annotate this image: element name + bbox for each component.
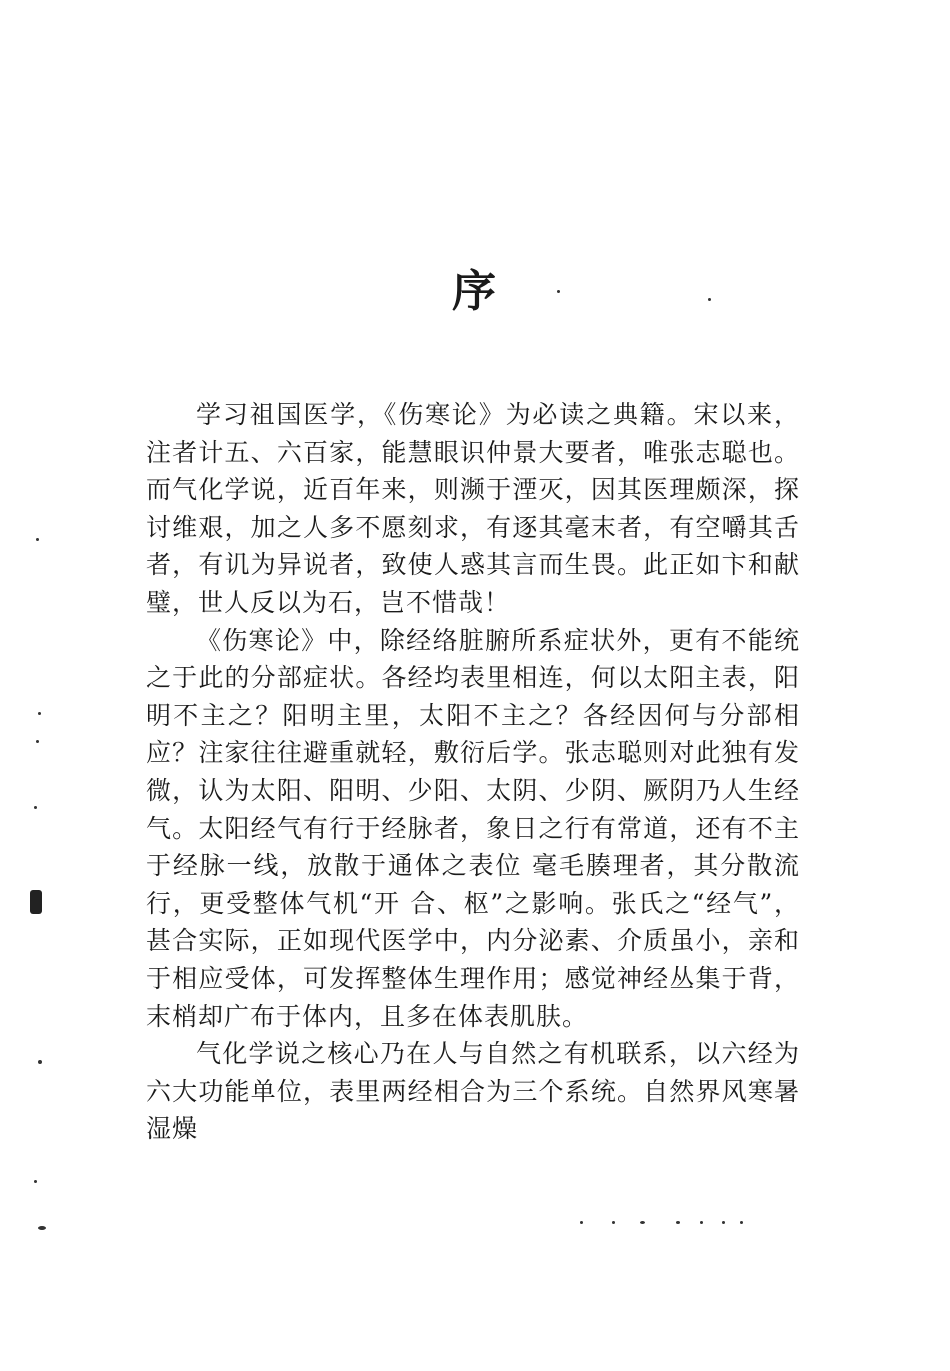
scan-speck: [700, 1221, 703, 1224]
scan-speck: [34, 1180, 37, 1183]
page-title: 序: [452, 266, 498, 317]
scan-speck: [38, 1226, 46, 1230]
paragraph-3: 气化学说之核心乃在人与自然之有机联系，以六经为六大功能单位，表里两经相合为三个系统。自然界风寒暑湿燥: [146, 1039, 800, 1144]
scan-speck: [580, 1221, 583, 1224]
scan-speck: [36, 740, 39, 743]
paragraph-1: 学习祖国医学，《伤寒论》为必读之典籍。宋以来，注者计五、六百家，能慧眼识仲景大要者，唯张志聪也。而气化学说，近百年来，则濒于湮灭，因其医理颇深，探讨维艰，加之人多不愿刻求，有逐其毫末者，有空嚼其舌者，有讥为异说者，致使人惑其言而生畏。此正如卞和献璧，世人反以为石，岂不惜哉！: [146, 400, 800, 617]
scan-speck: [640, 1221, 645, 1224]
scan-speck: [612, 1221, 615, 1224]
paragraph-2: 《伤寒论》中，除经络脏腑所系症状外，更有不能统之于此的分部症状。各经均表里相连，何以太阳主表，阳明不主之？阳明主里，太阳不主之？各经因何与分部相应？注家往往避重就轻，敷衍后学。张志聪则对此独有发微，认为太阳、阳明、少阳、太阴、少阴、厥阴乃人生经气。太阳经气有行于经脉者，象日之行有常道，还有不主于经脉一线，放散于通体之表位 毫毛腠理者，其分散流行，更受整体气机“开 合、枢”之影响。张氏之“经气”，甚合实际，正如现代医学中，内分泌素、介质虽小，亲和于相应受体，可发挥整体生理作用；感觉神经丛集于背，末梢却广布于体内，且多在体表肌肤。: [146, 625, 800, 1031]
scan-speck: [38, 712, 41, 715]
margin-mark: [30, 890, 42, 914]
scan-speck: [740, 1221, 743, 1224]
body-text: [146, 396, 800, 1148]
scan-speck: [38, 1060, 42, 1064]
scan-speck: [36, 538, 39, 541]
scan-speck: [722, 1221, 725, 1224]
scan-speck: [676, 1221, 680, 1224]
scan-speck: [557, 290, 560, 293]
scan-speck: [34, 806, 37, 809]
scan-speck: [708, 298, 711, 301]
